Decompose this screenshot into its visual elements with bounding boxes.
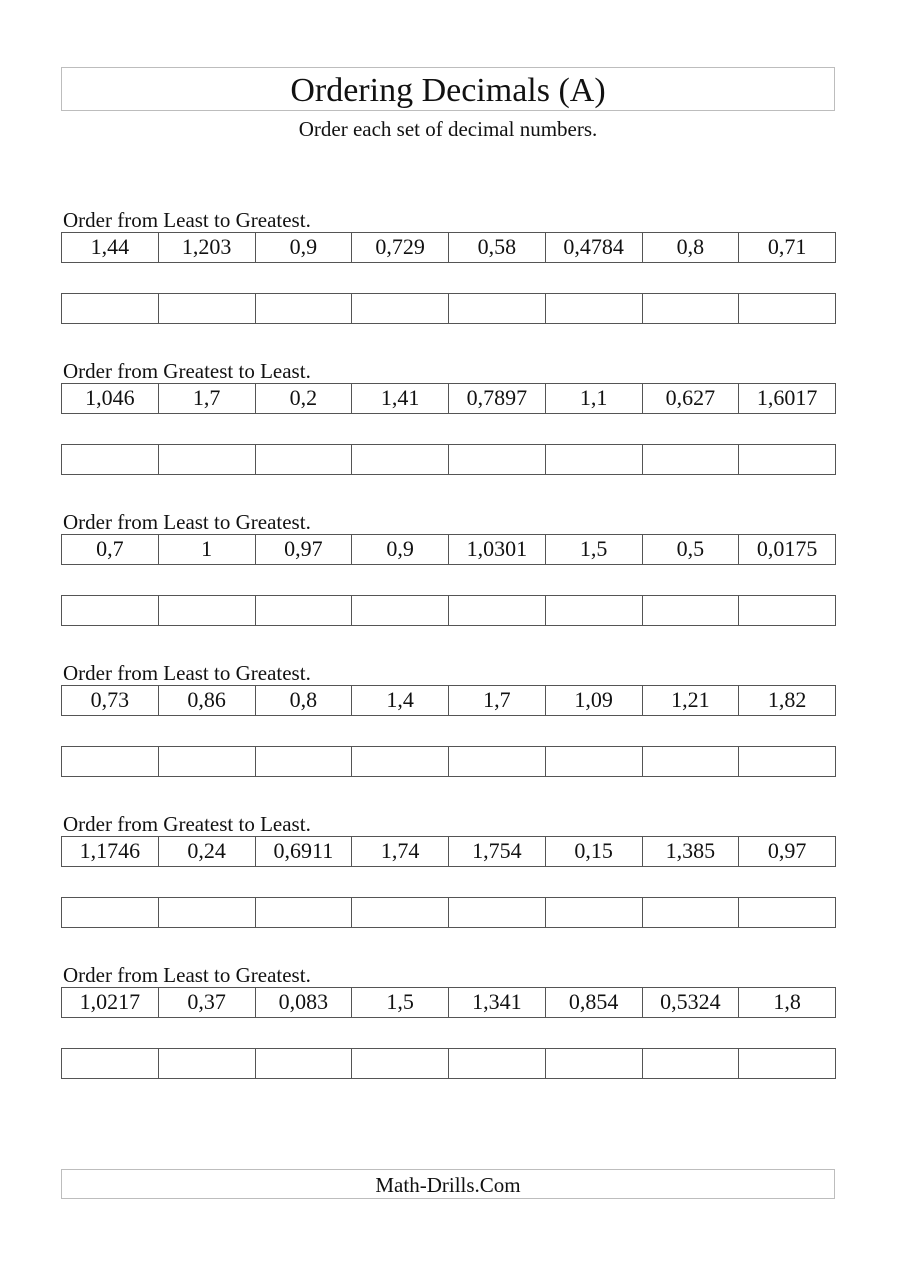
answer-cell[interactable] [255, 445, 352, 474]
page-subtitle: Order each set of decimal numbers. [298, 117, 598, 141]
number-cell: 1,4 [351, 686, 448, 715]
number-cell: 1,44 [90, 234, 130, 259]
number-row [61, 836, 836, 867]
answer-cell[interactable] [351, 445, 448, 474]
answer-cell[interactable] [351, 747, 448, 776]
number-cell: 0,9 [351, 535, 448, 564]
number-cell: 1,7 [158, 384, 255, 413]
answer-cell[interactable] [738, 1049, 835, 1078]
number-row [61, 685, 836, 716]
answer-cell[interactable] [62, 596, 158, 625]
answer-cell[interactable] [738, 747, 835, 776]
answer-cell[interactable] [738, 898, 835, 927]
answer-cell[interactable] [158, 1049, 255, 1078]
answer-cell[interactable] [255, 294, 352, 323]
answer-cell[interactable] [255, 898, 352, 927]
number-cell: 0,4784 [545, 233, 642, 262]
number-cell: 0,86 [158, 686, 255, 715]
problem-set [61, 208, 836, 324]
answer-cell[interactable] [545, 898, 642, 927]
answer-cell[interactable] [738, 596, 835, 625]
answer-cell[interactable] [62, 898, 158, 927]
problem-instruction: Order from Least to Greatest. [63, 510, 311, 534]
problem-instruction: Order from Greatest to Least. [63, 812, 311, 836]
answer-cell[interactable] [351, 1049, 448, 1078]
answer-cell[interactable] [158, 294, 255, 323]
number-cell: 1,1746 [79, 838, 141, 863]
answer-cell[interactable] [642, 1049, 739, 1078]
answer-row [61, 746, 836, 777]
problem-set [61, 510, 836, 626]
answer-cell[interactable] [545, 596, 642, 625]
answer-cell[interactable] [158, 596, 255, 625]
answer-cell[interactable] [62, 1049, 158, 1078]
number-cell: 1,0217 [79, 989, 141, 1014]
answer-cell[interactable] [642, 596, 739, 625]
number-cell: 1,8 [738, 988, 835, 1017]
number-cell: 1,6017 [738, 384, 835, 413]
answer-cell[interactable] [448, 445, 545, 474]
number-cell: 0,7 [96, 536, 124, 561]
answer-row [61, 1048, 836, 1079]
number-cell: 1,41 [351, 384, 448, 413]
number-cell: 1,385 [642, 837, 739, 866]
answer-cell[interactable] [448, 1049, 545, 1078]
number-cell: 0,8 [255, 686, 352, 715]
number-cell: 0,97 [255, 535, 352, 564]
answer-cell[interactable] [448, 596, 545, 625]
answer-cell[interactable] [448, 294, 545, 323]
number-cell: 1,754 [448, 837, 545, 866]
number-cell: 1,1 [545, 384, 642, 413]
number-cell: 1,74 [351, 837, 448, 866]
answer-row [61, 595, 836, 626]
number-cell: 0,083 [255, 988, 352, 1017]
answer-cell[interactable] [448, 747, 545, 776]
number-cell: 0,15 [545, 837, 642, 866]
number-cell: 1,0301 [448, 535, 545, 564]
number-cell: 0,6911 [255, 837, 352, 866]
answer-cell[interactable] [351, 596, 448, 625]
answer-cell[interactable] [642, 445, 739, 474]
number-row [61, 987, 836, 1018]
number-cell: 0,37 [158, 988, 255, 1017]
answer-cell[interactable] [642, 747, 739, 776]
answer-cell[interactable] [158, 747, 255, 776]
number-cell: 1,046 [85, 385, 135, 410]
number-cell: 0,854 [545, 988, 642, 1017]
footer: Math-Drills.Com [61, 1169, 835, 1199]
number-cell: 1,5 [351, 988, 448, 1017]
number-cell: 1 [158, 535, 255, 564]
problem-instruction: Order from Least to Greatest. [63, 208, 311, 232]
number-cell: 0,627 [642, 384, 739, 413]
number-cell: 0,73 [90, 687, 130, 712]
problem-instruction: Order from Least to Greatest. [63, 963, 311, 987]
number-cell: 0,71 [738, 233, 835, 262]
number-row [61, 534, 836, 565]
number-cell: 0,97 [738, 837, 835, 866]
number-cell: 0,729 [351, 233, 448, 262]
answer-cell[interactable] [545, 294, 642, 323]
number-cell: 0,2 [255, 384, 352, 413]
problem-set [61, 359, 836, 475]
number-cell: 0,24 [158, 837, 255, 866]
number-cell: 0,9 [255, 233, 352, 262]
number-cell: 1,203 [158, 233, 255, 262]
number-cell: 1,82 [738, 686, 835, 715]
answer-cell[interactable] [545, 1049, 642, 1078]
page-title: Ordering Decimals (A) [61, 67, 835, 111]
answer-row [61, 444, 836, 475]
number-row [61, 383, 836, 414]
answer-cell[interactable] [255, 747, 352, 776]
answer-cell[interactable] [545, 445, 642, 474]
number-cell: 0,5324 [642, 988, 739, 1017]
number-cell: 1,7 [448, 686, 545, 715]
number-cell: 1,09 [545, 686, 642, 715]
answer-row [61, 293, 836, 324]
answer-cell[interactable] [62, 747, 158, 776]
answer-cell[interactable] [642, 294, 739, 323]
number-cell: 0,0175 [738, 535, 835, 564]
number-cell: 1,21 [642, 686, 739, 715]
answer-cell[interactable] [545, 747, 642, 776]
answer-cell[interactable] [62, 445, 158, 474]
number-cell: 1,5 [545, 535, 642, 564]
answer-row [61, 897, 836, 928]
number-cell: 0,58 [448, 233, 545, 262]
answer-cell[interactable] [738, 445, 835, 474]
number-cell: 0,7897 [448, 384, 545, 413]
answer-cell[interactable] [158, 898, 255, 927]
problem-set [61, 963, 836, 1079]
answer-cell[interactable] [351, 294, 448, 323]
answer-cell[interactable] [62, 294, 158, 323]
problem-instruction: Order from Greatest to Least. [63, 359, 311, 383]
number-row [61, 232, 836, 263]
answer-cell[interactable] [351, 898, 448, 927]
number-cell: 1,341 [448, 988, 545, 1017]
number-cell: 0,8 [642, 233, 739, 262]
answer-cell[interactable] [448, 898, 545, 927]
answer-cell[interactable] [255, 596, 352, 625]
answer-cell[interactable] [738, 294, 835, 323]
problem-set [61, 812, 836, 928]
problem-set [61, 661, 836, 777]
answer-cell[interactable] [255, 1049, 352, 1078]
problem-instruction: Order from Least to Greatest. [63, 661, 311, 685]
number-cell: 0,5 [642, 535, 739, 564]
answer-cell[interactable] [158, 445, 255, 474]
answer-cell[interactable] [642, 898, 739, 927]
